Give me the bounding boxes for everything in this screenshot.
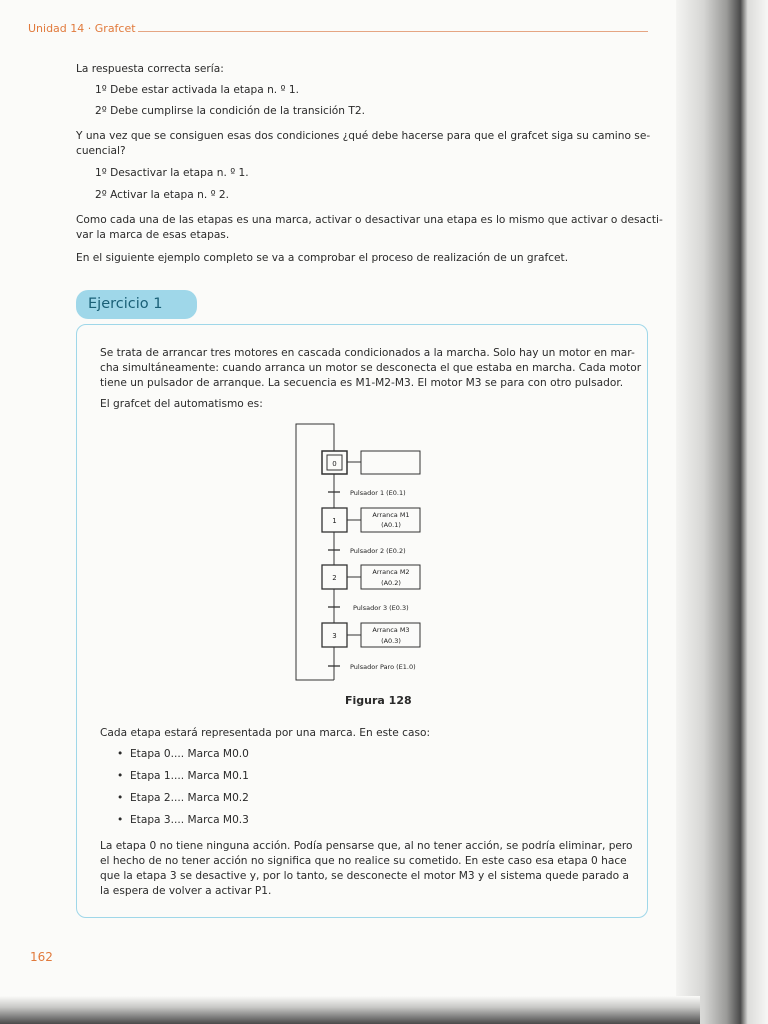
action-2-line-2: (A0.2) (381, 579, 401, 587)
transition-4-label: Pulsador Paro (E1.0) (350, 663, 416, 671)
action-2-line-1: Arranca M2 (372, 568, 410, 576)
header-rule (138, 31, 648, 32)
mark-item-0: • Etapa 0.... Marca M0.0 (117, 748, 249, 760)
mark-item-1: • Etapa 1.... Marca M0.1 (117, 770, 249, 782)
exercise-box (76, 324, 648, 918)
statement-line-1: Se trata de arrancar tres motores en cascada condicionados a la marcha. Solo hay un motor en mar- (100, 347, 635, 359)
step-2-number: 2 (332, 574, 337, 582)
bottom-shadow (0, 996, 700, 1024)
action-1-line-2: (A0.1) (381, 521, 401, 529)
statement-line-2: cha simultáneamente: cuando arranca un motor se desconecta el que estaba en marcha. Cada motor (100, 362, 642, 374)
page-number: 162 (30, 950, 53, 964)
transition-1-label: Pulsador 1 (E0.1) (350, 489, 406, 497)
paragraph-1-line-2: var la marca de esas etapas. (76, 229, 230, 241)
step-0-number: 0 (332, 460, 337, 468)
binding-shadow (676, 0, 768, 1024)
mark-label-3: Etapa 3.... Marca M0.3 (129, 814, 249, 826)
grafcet-intro: El grafcet del automatismo es: (100, 398, 263, 410)
paragraph-2: En el siguiente ejemplo completo se va a comprobar el proceso de realización de un grafcet. (76, 252, 569, 264)
action-1-line-1: Arranca M1 (372, 511, 410, 519)
page-header: Unidad 14 · Grafcet (28, 22, 136, 35)
transition-3-label: Pulsador 3 (E0.3) (353, 604, 409, 612)
paragraph-1-line-1: Como cada una de las etapas es una marca, activar o desactivar una etapa es lo mismo que activar o desacti- (76, 214, 663, 226)
mark-label-0: Etapa 0.... Marca M0.0 (129, 748, 249, 760)
question-line-2: cuencial? (76, 145, 126, 157)
mark-label-2: Etapa 2.... Marca M0.2 (129, 792, 249, 804)
mark-item-2: • Etapa 2.... Marca M0.2 (117, 792, 249, 804)
conclusion-line-2: el hecho de no tener acción no significa que no realice su cometido. En este caso esa etapa 0 hace (100, 855, 627, 867)
transition-2-label: Pulsador 2 (E0.2) (350, 547, 406, 555)
conclusion-line-4: la espera de volver a activar P1. (100, 885, 272, 897)
conclusion-line-1: La etapa 0 no tiene ninguna acción. Podía pensarse que, al no tener acción, se podría eliminar, pero (100, 840, 633, 852)
mark-item-3: • Etapa 3.... Marca M0.3 (117, 814, 249, 826)
action-3-line-1: Arranca M3 (372, 626, 410, 634)
action-item-2: 2º Activar la etapa n. º 2. (95, 189, 230, 201)
figure-caption: Figura 128 (345, 694, 412, 707)
answer-item-1: 1º Debe estar activada la etapa n. º 1. (95, 84, 300, 96)
action-3-line-2: (A0.3) (381, 637, 401, 645)
step-1-number: 1 (332, 517, 337, 525)
answer-item-2: 2º Debe cumplirse la condición de la transición T2. (95, 105, 365, 117)
conclusion-line-3: que la etapa 3 se desactive y, por lo tanto, se desconecte el motor M3 y el sistema quede parado a (100, 870, 629, 882)
action-item-1: 1º Desactivar la etapa n. º 1. (95, 167, 249, 179)
answer-label: La respuesta correcta sería: (76, 63, 224, 75)
statement-line-3: tiene un pulsador de arranque. La secuencia es M1-M2-M3. El motor M3 se para con otro pulsador. (100, 377, 624, 389)
step-3-number: 3 (332, 632, 337, 640)
question-line-1: Y una vez que se consiguen esas dos condiciones ¿qué debe hacerse para que el grafcet siga su camino se- (76, 130, 651, 142)
exercise-badge: Ejercicio 1 (76, 290, 197, 319)
mark-label-1: Etapa 1.... Marca M0.1 (129, 770, 249, 782)
marks-intro: Cada etapa estará representada por una marca. En este caso: (100, 727, 431, 739)
